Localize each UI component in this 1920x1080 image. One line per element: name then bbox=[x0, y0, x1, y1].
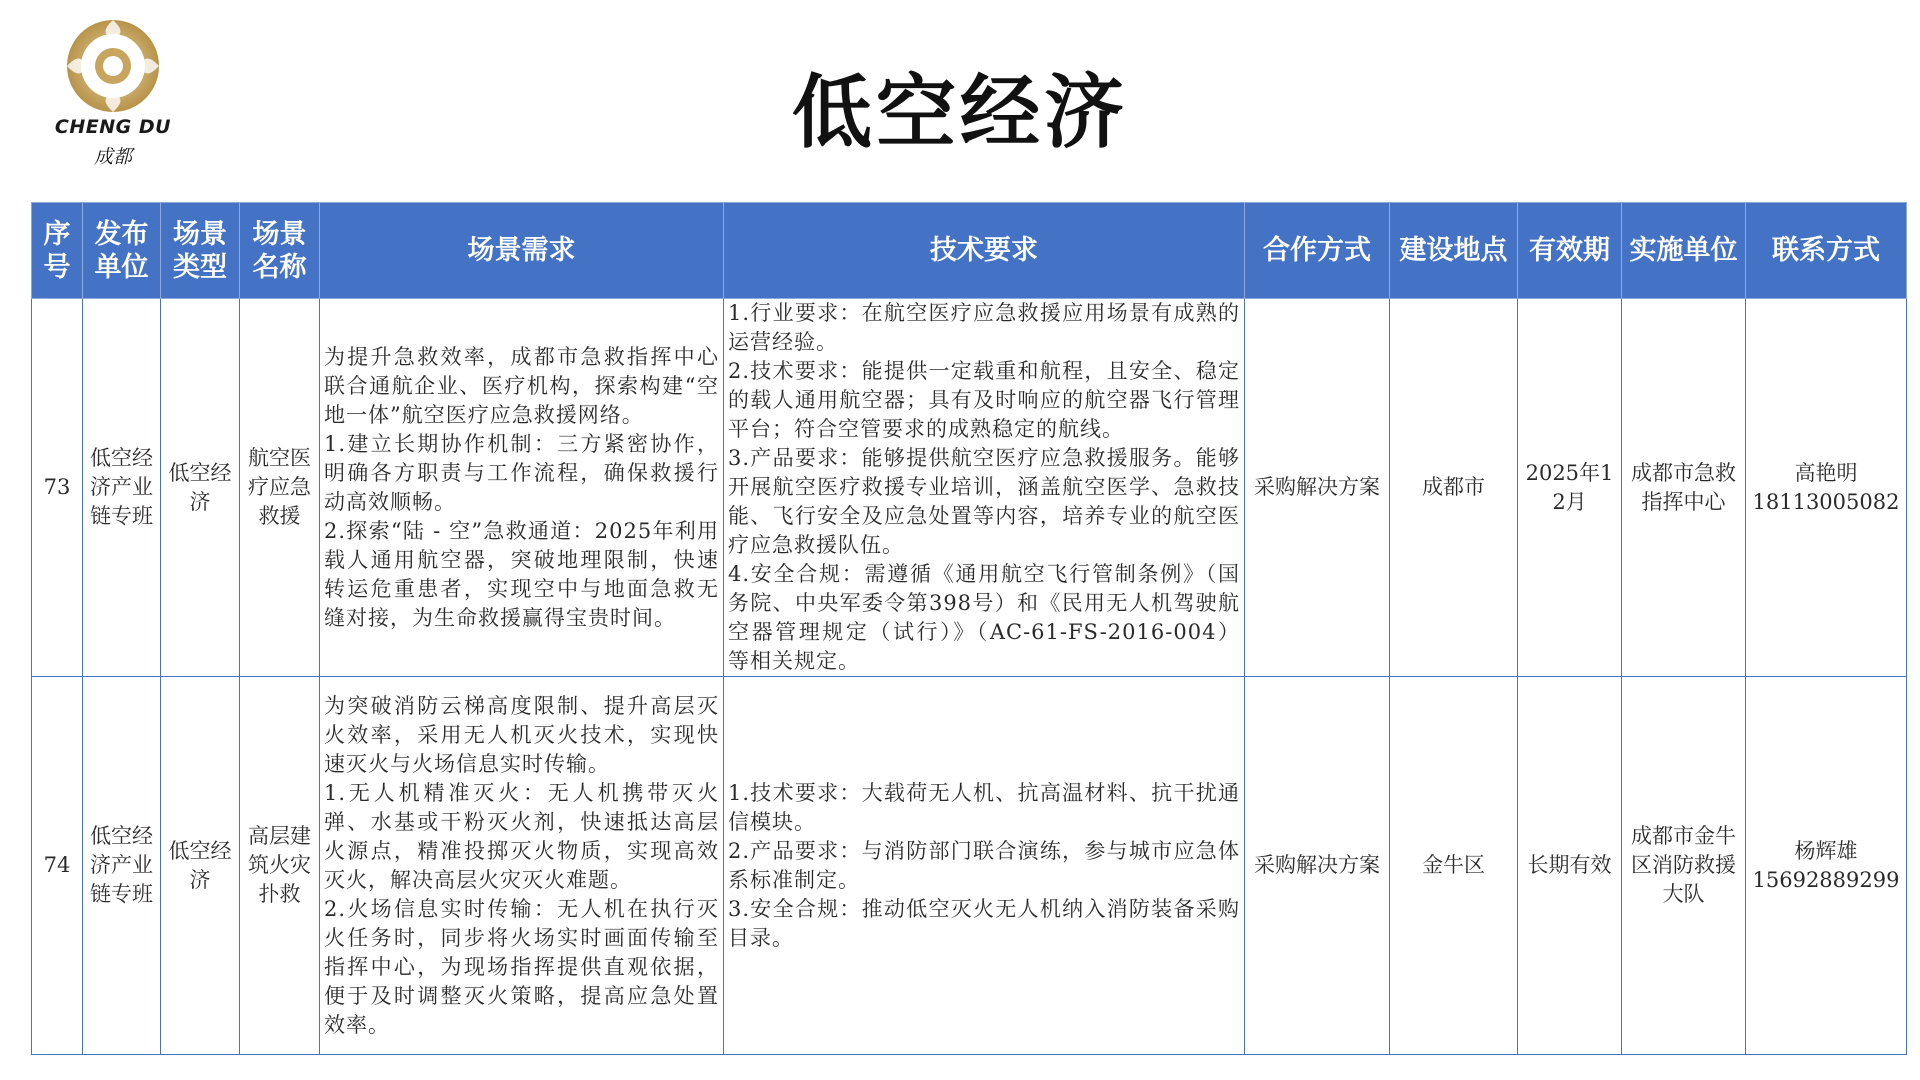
table-row bbox=[32, 677, 1907, 1055]
cell-no: 74 bbox=[32, 677, 83, 1055]
requirement-text: 为突破消防云梯高度限制、提升高层灭火效率，采用无人机灭火技术，实现快速灭火与火场信息实时传输。 1.无人机精准灭火：无人机携带灭火弹、水基或干粉灭火剂，快速抵达高层火源点，精准投掷灭火物质，实现高效灭火，解决高层火灾灭火难题。 2.火场信息实时传输：无人机在执行灭火任务时，同步将火场实时画面传输至指挥中心，为现场指挥提供直观依据，便于及时调整灭火策略，提高应急处置效率。 bbox=[324, 693, 719, 1037]
contact-phone: 15692889299 bbox=[1752, 867, 1900, 892]
table-row bbox=[32, 299, 1907, 677]
logo-text-english: CHENG DU bbox=[54, 116, 172, 138]
cell-scene-type: 低空经济 bbox=[161, 677, 240, 1055]
tech-text: 1.技术要求：大载荷无人机、抗高温材料、抗干扰通信模块。 2.产品要求：与消防部门联合演练，参与城市应急体系标准制定。 3.安全合规：推动低空灭火无人机纳入消防装备采购目录。 bbox=[728, 780, 1240, 950]
cell-tech bbox=[724, 299, 1245, 677]
cell-publisher: 低空经济产业链专班 bbox=[83, 677, 161, 1055]
cell-requirement bbox=[320, 677, 724, 1055]
logo-text-chinese: 成都 bbox=[93, 146, 132, 168]
header-location: 建设地点 bbox=[1390, 203, 1518, 299]
header-publisher: 发布单位 bbox=[83, 203, 161, 299]
header-tech: 技术要求 bbox=[724, 203, 1245, 299]
cell-scene-name: 航空医疗应急救援 bbox=[240, 299, 320, 677]
cell-validity: 2025年12月 bbox=[1518, 299, 1622, 677]
header-validity: 有效期 bbox=[1518, 203, 1622, 299]
cell-location: 金牛区 bbox=[1390, 677, 1518, 1055]
header-scene-type: 场景类型 bbox=[161, 203, 240, 299]
tech-text: 1.行业要求：在航空医疗应急救援应用场景有成熟的运营经验。 2.技术要求：能提供一定载重和航程，且安全、稳定的载人通用航空器；具有及时响应的航空器飞行管理平台；符合空管要求的成熟稳定的航线。 3.产品要求：能够提供航空医疗应急救援服务。能够开展航空医疗救援专业培训，涵盖航空医学、急救技能、飞行安全及应急处置等内容，培养专业的航空医疗应急救援队伍。 4.安全合规：需遵循《通用航空飞行管制条例》（国务院、中央军委令第398号）和《民用无人机驾驶航空器管理规定（试行）》（AC-61-FS-2016-004）等相关规定。 bbox=[728, 301, 1240, 673]
cell-publisher: 低空经济产业链专班 bbox=[83, 299, 161, 677]
header-scene-name: 场景名称 bbox=[240, 203, 320, 299]
header-requirement: 场景需求 bbox=[320, 203, 724, 299]
cell-implementer: 成都市急救指挥中心 bbox=[1622, 299, 1746, 677]
table-header-row bbox=[32, 203, 1907, 299]
cell-scene-type: 低空经济 bbox=[161, 299, 240, 677]
header-no: 序号 bbox=[32, 203, 83, 299]
cell-implementer: 成都市金牛区消防救援大队 bbox=[1622, 677, 1746, 1055]
contact-name: 高艳明 bbox=[1794, 460, 1858, 485]
header-contact: 联系方式 bbox=[1746, 203, 1907, 299]
scenario-table bbox=[31, 202, 1907, 1055]
cell-contact bbox=[1746, 299, 1907, 677]
cell-coop: 采购解决方案 bbox=[1245, 299, 1390, 677]
header-implementer: 实施单位 bbox=[1622, 203, 1746, 299]
cell-scene-name: 高层建筑火灾扑救 bbox=[240, 677, 320, 1055]
cell-coop: 采购解决方案 bbox=[1245, 677, 1390, 1055]
contact-phone: 18113005082 bbox=[1752, 489, 1900, 514]
header-coop: 合作方式 bbox=[1245, 203, 1390, 299]
contact-name: 杨辉雄 bbox=[1794, 838, 1858, 863]
cell-location: 成都市 bbox=[1390, 299, 1518, 677]
requirement-text: 为提升急救效率，成都市急救指挥中心联合通航企业、医疗机构，探索构建“空地一体”航空医疗应急救援网络。 1.建立长期协作机制：三方紧密协作，明确各方职责与工作流程，确保救援行动高效顺畅。 2.探索“陆 - 空”急救通道：2025年利用载人通用航空器，突破地理限制，快速转运危重患者，实现空中与地面急救无缝对接，为生命救援赢得宝贵时间。 bbox=[324, 344, 719, 630]
cell-requirement bbox=[320, 299, 724, 677]
cell-tech bbox=[724, 677, 1245, 1055]
cell-validity: 长期有效 bbox=[1518, 677, 1622, 1055]
cell-no: 73 bbox=[32, 299, 83, 677]
page-title: 低空经济 bbox=[792, 65, 1128, 159]
cell-contact bbox=[1746, 677, 1907, 1055]
